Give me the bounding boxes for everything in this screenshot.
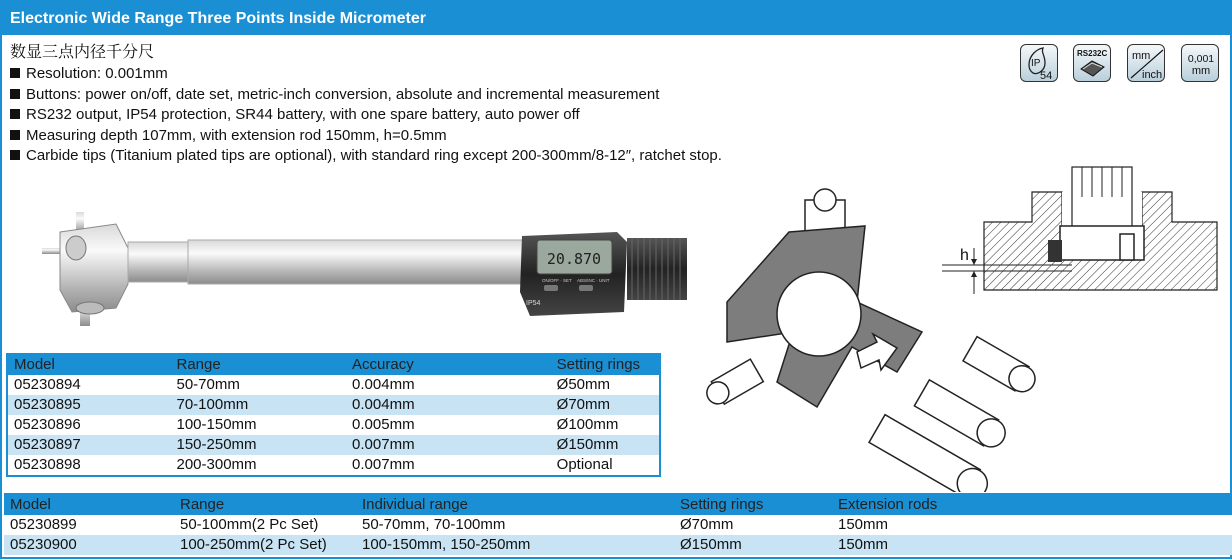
inch-label: inch: [1142, 69, 1163, 81]
cell-setting-ring: Ø70mm: [556, 396, 610, 413]
feature-item: Buttons: power on/off, date set, metric-inch conversion, absolute and incremental measurement: [10, 85, 830, 106]
micrometer-photo: [32, 202, 702, 352]
header-model: Model: [10, 496, 51, 513]
cell-range: 50-70mm: [176, 376, 240, 393]
ip-rating: 54: [1040, 70, 1053, 82]
resolution-value: 0,001: [1187, 53, 1215, 65]
header-individual-range: Individual range: [362, 496, 468, 513]
table-row: [7, 435, 660, 455]
table-row: [4, 515, 1232, 535]
cell-accuracy: 0.007mm: [352, 436, 415, 453]
cell-range: 70-100mm: [176, 396, 249, 413]
cell-range: 50-100mm(2 Pc Set): [180, 516, 319, 533]
table-header-row: [7, 354, 660, 375]
header-range: Range: [176, 356, 221, 373]
cell-setting-ring: Ø50mm: [556, 376, 610, 393]
table-row: [7, 455, 660, 476]
lcd-reading: 20.870: [546, 250, 602, 268]
cell-extension-rod: 150mm: [838, 536, 889, 553]
mm-inch-icon: [1127, 44, 1165, 82]
cell-model: 05230899: [10, 516, 77, 533]
table-row: [4, 535, 1232, 555]
cell-range: 100-250mm(2 Pc Set): [180, 536, 327, 553]
cell-accuracy: 0.005mm: [352, 416, 415, 433]
ip-label: IP: [1031, 58, 1041, 69]
models-table: [6, 353, 661, 477]
cell-setting-ring: Ø150mm: [680, 536, 742, 553]
resolution-icon: [1181, 44, 1219, 82]
feature-item: RS232 output, IP54 protection, SR44 battery, with one spare battery, auto power off: [10, 105, 830, 126]
cell-accuracy: 0.004mm: [352, 376, 415, 393]
table-row: [7, 415, 660, 435]
button-label-1: ON/OFF · SET: [542, 278, 572, 283]
cell-model: 05230898: [14, 456, 81, 473]
cell-range: 200-300mm: [176, 456, 257, 473]
cell-setting-ring: Ø100mm: [556, 416, 619, 433]
cell-accuracy: 0.007mm: [352, 456, 415, 473]
cell-accuracy: 0.004mm: [352, 396, 415, 413]
mm-label: mm: [1132, 50, 1151, 62]
cell-setting-ring: Ø70mm: [680, 516, 734, 533]
cell-extension-rod: 150mm: [838, 516, 889, 533]
button-label-2: ABS/INC · UNIT: [577, 278, 610, 283]
feature-item: Measuring depth 107mm, with extension rod 150mm, h=0.5mm: [10, 126, 830, 147]
sets-table: [4, 493, 1232, 555]
cell-setting-ring: Optional: [556, 456, 613, 473]
resolution-unit: mm: [1191, 65, 1211, 77]
rs232-icon: [1073, 44, 1111, 82]
header-setting-rings: Setting rings: [680, 496, 764, 513]
cell-model: 05230896: [14, 416, 81, 433]
header-accuracy: Accuracy: [352, 356, 414, 373]
cell-model: 05230895: [14, 396, 81, 413]
cell-individual-range: 100-150mm, 150-250mm: [362, 536, 531, 553]
cell-model: 05230900: [10, 536, 77, 553]
header-model: Model: [14, 356, 55, 373]
depth-label: h: [960, 247, 969, 264]
table-row: [7, 395, 660, 415]
rs232-label: RS232C: [1077, 49, 1108, 58]
ip54-icon: [1020, 44, 1058, 82]
table-row: [7, 375, 660, 395]
cell-setting-ring: Ø150mm: [556, 436, 619, 453]
cell-range: 100-150mm: [176, 416, 257, 433]
feature-item: Resolution: 0.001mm: [10, 64, 830, 85]
cell-individual-range: 50-70mm, 70-100mm: [362, 516, 506, 533]
table-header-row: [4, 494, 1232, 515]
depth-detail-diagram: [942, 162, 1227, 297]
header-setting-rings: Setting rings: [556, 356, 641, 373]
feature-item: Carbide tips (Titanium plated tips are optional), with standard ring except 200-300mm/8-12″, ratchet stop.: [10, 146, 830, 167]
chinese-title: 数显三点内径千分尺: [10, 42, 155, 61]
cell-model: 05230897: [14, 436, 81, 453]
cell-model: 05230894: [14, 376, 81, 393]
header-extension-rods: Extension rods: [838, 496, 938, 513]
ip-marking: IP54: [526, 300, 541, 307]
page-title: Electronic Wide Range Three Points Inside Micrometer: [2, 2, 1230, 35]
feature-list: [10, 64, 830, 167]
cell-range: 150-250mm: [176, 436, 257, 453]
header-range: Range: [180, 496, 225, 513]
